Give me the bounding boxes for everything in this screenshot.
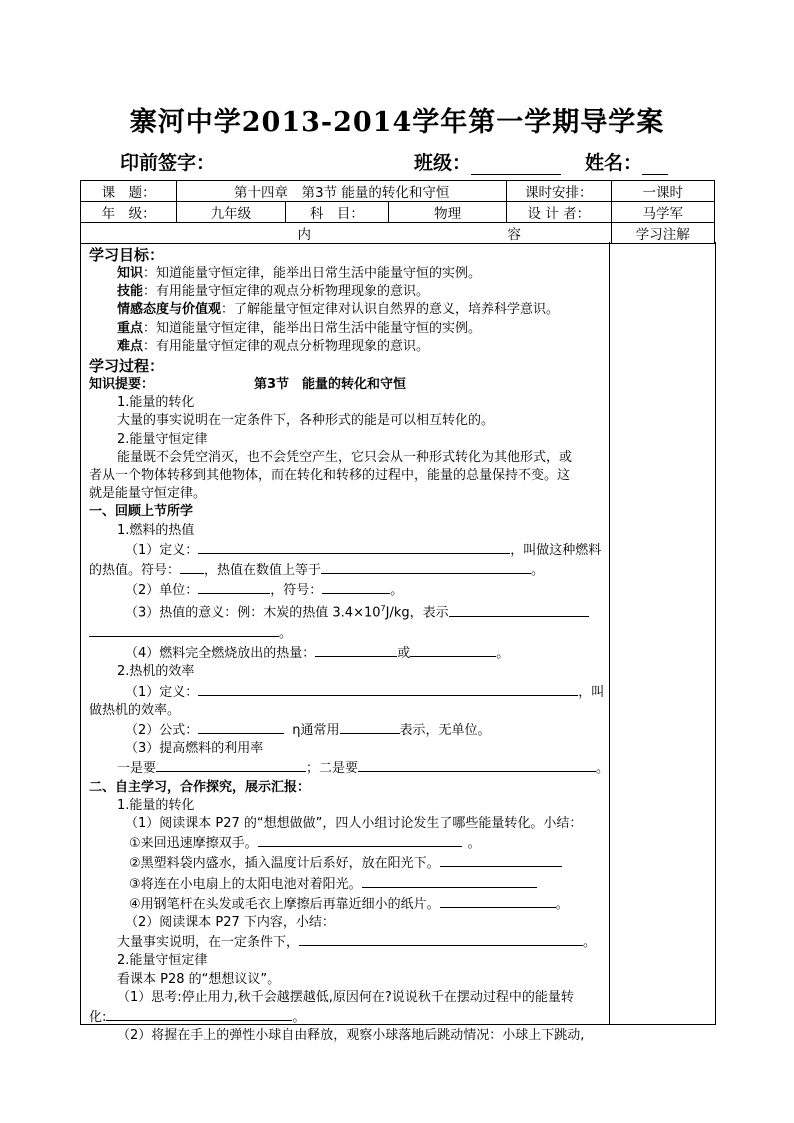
fill-line: ③将连在小电扇上的太阳电池对着阳光。 bbox=[89, 874, 607, 894]
topic-key: 课 题： bbox=[81, 181, 177, 202]
fill-blank[interactable] bbox=[299, 932, 583, 946]
content-header bbox=[81, 223, 612, 244]
fill-blank[interactable] bbox=[440, 894, 556, 908]
period-value: 一课时 bbox=[611, 181, 715, 202]
text-line: （1）思考:停止用力,秋千会越摆越低,原因何在?说说秋千在摆动过程中的能量转 bbox=[117, 989, 574, 1005]
text-line: 就是能量守恒定律。 bbox=[89, 486, 207, 502]
fill-blank[interactable] bbox=[198, 720, 284, 734]
name-field bbox=[585, 148, 668, 175]
fill-blank[interactable] bbox=[340, 720, 400, 734]
fill-line: （2）单位： ，符号： 。 bbox=[89, 580, 607, 600]
period-key: 课时安排： bbox=[507, 181, 611, 202]
review-heading: 一、回顾上节所学 bbox=[89, 504, 194, 520]
grade-key: 年 级： bbox=[81, 202, 177, 223]
fill-blank[interactable] bbox=[410, 643, 496, 657]
class-field bbox=[414, 148, 561, 175]
subject-value: 物理 bbox=[389, 202, 507, 223]
text-line: 做热机的效率。 bbox=[89, 702, 181, 718]
fill-blank[interactable] bbox=[106, 1007, 292, 1021]
name-blank[interactable] bbox=[642, 154, 668, 175]
content-header-right: 容 bbox=[507, 227, 521, 243]
grade-value: 九年级 bbox=[177, 202, 285, 223]
fill-blank[interactable] bbox=[258, 833, 462, 847]
fill-line: ②黑塑料袋内盛水，插入温度计后系好，放在阳光下。 bbox=[89, 853, 607, 873]
self-study-heading: 二、自主学习，合作探究，展示汇报： bbox=[89, 779, 311, 795]
fill-line: （1）定义： ，叫做这种燃料 bbox=[89, 540, 607, 560]
goal-line: 技能：有用能量守恒定律的观点分析物理现象的意识。 bbox=[117, 284, 430, 300]
fill-line: 大量事实说明，在一定条件下， 。 bbox=[89, 932, 607, 952]
content-header-left: 内 bbox=[297, 227, 311, 243]
fill-blank[interactable] bbox=[198, 540, 510, 554]
class-blank[interactable] bbox=[471, 154, 561, 175]
goal-line: 重点：知道能量守恒定律，能举出日常生活中能量守恒的实例。 bbox=[117, 320, 482, 336]
text-line: （3）提高燃料的利用率 bbox=[125, 741, 264, 757]
fill-blank[interactable] bbox=[156, 758, 306, 772]
notes-header: 学习注解 bbox=[611, 223, 715, 244]
fill-line: 一是要 ；二是要 。 bbox=[89, 758, 607, 778]
text-line: （1）阅读课本 P27 的“想想做做”，四人小组讨论发生了哪些能量转化。小结： bbox=[125, 816, 583, 832]
text-line: （2）将握在手上的弹性小球自由释放，观察小球落地后跳动情况：小球上下跳动, bbox=[117, 1028, 585, 1044]
text-line: 看课本 P28 的“想想议议”。 bbox=[117, 971, 281, 987]
designer-key: 设 计 者： bbox=[507, 202, 611, 223]
page-title: 寨河中学2013-2014学年第一学期导学案 bbox=[129, 107, 665, 138]
text-line: （2）阅读课本 P27 下内容，小结： bbox=[125, 915, 335, 931]
subject-key: 科 目： bbox=[285, 202, 389, 223]
process-heading: 学习过程： bbox=[89, 357, 165, 376]
fill-blank[interactable] bbox=[440, 853, 562, 867]
goal-line: 情感态度与价值观：了解能量守恒定律对认识自然界的意义，培养科学意识。 bbox=[117, 302, 560, 318]
fill-blank[interactable] bbox=[322, 580, 390, 594]
fill-line: ④用钢笔杆在头发或毛衣上摩擦后再靠近细小的纸片。 。 bbox=[89, 894, 607, 914]
fill-blank[interactable] bbox=[449, 603, 589, 617]
fill-blank[interactable] bbox=[180, 560, 204, 574]
fill-line: （1）定义： ，叫 bbox=[89, 682, 607, 702]
name-label: 姓名： bbox=[585, 152, 643, 174]
text-line: 1.能量的转化 bbox=[117, 797, 195, 813]
fill-line: （2）公式： η通常用 表示，无单位。 bbox=[89, 720, 607, 740]
fill-line: （4）燃料完全燃烧放出的热量： 或 。 bbox=[89, 643, 607, 663]
fill-blank[interactable] bbox=[321, 560, 531, 574]
text-line: 1.燃料的热值 bbox=[117, 522, 195, 538]
notes-column-divider bbox=[609, 242, 610, 1024]
fill-line: 。 bbox=[89, 623, 607, 643]
header-table bbox=[80, 180, 715, 244]
goals-heading: 学习目标： bbox=[89, 246, 165, 264]
fill-blank[interactable] bbox=[358, 758, 596, 772]
fill-line: ①来回迅速摩擦双手。 。 bbox=[89, 833, 607, 853]
fill-blank[interactable] bbox=[89, 623, 279, 637]
text-line: 者从一个物体转移到其他物体，而在转化和转移的过程中，能量的总量保持不变。这 bbox=[89, 468, 571, 484]
text-line: 能量既不会凭空消灭，也不会凭空产生，它只会从一种形式转化为其他形式，或 bbox=[117, 449, 573, 465]
goal-line: 知识：知道能量守恒定律，能举出日常生活中能量守恒的实例。 bbox=[117, 266, 482, 281]
fill-line: 的热值。符号： ，热值在数值上等于 。 bbox=[89, 560, 607, 580]
class-label: 班级： bbox=[414, 152, 472, 174]
lesson-content bbox=[89, 245, 610, 1045]
header-row bbox=[81, 223, 715, 244]
text-line: 2.能量守恒定律 bbox=[117, 431, 208, 447]
text-line: 1.能量的转化 bbox=[117, 395, 195, 411]
header-row bbox=[81, 181, 715, 202]
topic-value: 第十四章 第3节 能量的转化和守恒 bbox=[177, 181, 507, 202]
fill-blank[interactable] bbox=[198, 682, 578, 696]
fill-line: 化: 。 bbox=[89, 1007, 607, 1027]
goal-line: 难点：有用能量守恒定律的观点分析物理现象的意识。 bbox=[117, 338, 430, 354]
fill-blank[interactable] bbox=[198, 580, 270, 594]
text-line: 大量的事实说明在一定条件下，各种形式的能是可以相互转化的。 bbox=[117, 413, 495, 429]
main-content-box bbox=[80, 242, 716, 1044]
text-line: 2.热机的效率 bbox=[117, 664, 195, 680]
fill-blank[interactable] bbox=[362, 874, 537, 888]
signature-row bbox=[0, 148, 794, 174]
header-row bbox=[81, 202, 715, 223]
tips-line: 知识提要： 第3节 能量的转化和守恒 bbox=[89, 377, 407, 393]
print-sign-label: 印前签字： bbox=[120, 152, 216, 174]
designer-value: 马学军 bbox=[611, 202, 715, 223]
text-line: 2.能量守恒定律 bbox=[117, 953, 208, 969]
fill-blank[interactable] bbox=[315, 643, 397, 657]
fill-line: （3）热值的意义：例：木炭的热值 $3.4\times 10^7J/kg$，表示 bbox=[89, 600, 607, 623]
